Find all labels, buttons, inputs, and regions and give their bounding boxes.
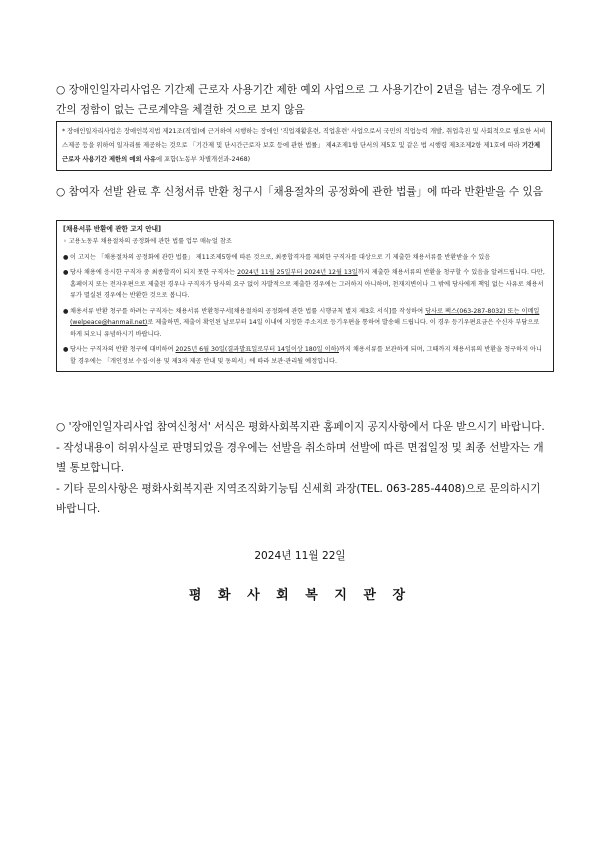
signer-name: 평 화 사 회 복 지 관 장 (188, 588, 412, 603)
bullet: ● (63, 253, 69, 261)
instruction-line: - 작성내용이 허위사실로 판명되었을 경우에는 선발을 취소하며 선발에 따른 면접일정 및 최종 선발자는 개별 통보합니다. (56, 441, 544, 474)
paragraph-sage-exception (56, 80, 550, 120)
notice-item (63, 267, 547, 302)
notice-reference: ◦ 고용노동부 채용절차의 공정화에 관한 법률 업무 매뉴얼 참조 (63, 238, 232, 245)
notice-title: [채용서류 반환에 관한 고지 안내] (63, 225, 162, 233)
footnote-text-end: 에 포함(노동부 차별개선과-2468) (155, 156, 251, 163)
notice-item-contact: 당사로 팩스(063-287-8032) 또는 이메일 (welpeace@hanmail.net) (70, 307, 540, 326)
notice-item-text: 채용서류 반환 청구를 하려는 구직자는 채용서류 반환청구서[채용절차의 공정화에 관한 법률 시행규칙 별지 제3호 서식]를 작성하여 (70, 307, 426, 315)
footnote-box (56, 121, 552, 171)
paragraph-return-documents (56, 182, 550, 202)
paragraph-instructions (56, 417, 550, 520)
bullet: ● (63, 307, 69, 315)
bullet: ○ (56, 186, 66, 198)
notice-item-underlined: 2024년 11월 25일부터 2024년 12월 13일 (237, 269, 358, 276)
footnote-text: 장애인일자리사업은 장애인복지법 제21조(직업)에 근거하여 시행하는 장애인 '직업재활훈련, 직업훈련' 사업으로서 국민의 직업능력 개발, 취업촉진 및 사회적으로 필요한 서비스제공 등을 위하여 일자리를 제공하는 것으로 「기간제 및 단시간근로자 보호 등에 관한 법률」 제4조제1항 단서의 제5호 및 같은 법 시행령 제3조제2항 제1호에 따라 (62, 128, 546, 149)
notice-box (56, 220, 554, 372)
notice-item-text: 당사 채용에 응시한 구직자 중 최종합격이 되지 못한 구직자는 (70, 269, 238, 276)
instruction-line: - 기타 문의사항은 평화사회복지관 지역조직화기능팀 신세희 과장(TEL. 063-285-4408)으로 문의하시기 바랍니다. (56, 482, 541, 515)
footnote-bullet: * (62, 128, 66, 135)
notice-item-text: 이 고지는 「채용절차의 공정화에 관한 법률」 제11조제5항에 따른 것으로, 최종합격자를 제외한 구직자를 대상으로 기 제출한 채용서류를 반환받을 수 있음 (70, 253, 491, 261)
notice-item (63, 344, 547, 367)
paragraph-text: 장애인일자리사업은 기간제 근로자 사용기간 제한 예외 사업으로 그 사용기간이 2년을 넘는 경우에도 기간의 정함이 없는 근로계약을 체결한 것으로 보지 않음 (56, 84, 546, 116)
bullet: ● (63, 346, 69, 353)
bullet: ○ (56, 84, 66, 96)
instruction-line: ○ '장애인일자리사업 참여신청서' 서식은 평화사회복지관 홈페이지 공지사항에서 다운 받으시기 바랍니다. (56, 421, 545, 433)
document-date: 2024년 11월 22일 (254, 550, 346, 562)
notice-item-text-end: 로 제출하면, 제출이 확인된 날로부터 14일 이내에 지정한 주소지로 등기우편을 통하여 발송해 드립니다. 이 경우 등기우편요금은 수신자 부담으로 하게 되오니 유념하시기 바랍니다. (70, 319, 540, 338)
notice-item (63, 252, 547, 264)
notice-item-text-end: 까지 채용서류를 보관하게 되며, 그때까지 채용서류의 반환을 청구하지 아니할 경우에는 「개인정보 수집·이용 및 제3자 제공 안내 및 동의서」에 따라 보관·관리될 예정입니다. (70, 346, 542, 365)
paragraph-text: 참여자 선발 완료 후 신청서류 반환 청구시「채용절차의 공정화에 관한 법률」에 따라 반환받을 수 있음 (68, 186, 543, 198)
bullet: ● (63, 269, 69, 276)
notice-item-text-end: 까지 제출한 채용서류의 반환을 청구할 수 있음을 알려드립니다. 다만, 홈페이지 또는 전자우편으로 제출된 경우나 구직자가 당사의 요구 없이 자발적으로 제출한 경우에는 그러하지 아니하며, 천재지변이나 그 밖에 당사에게 책임 없는 사유로 채용서류가 멸실된 경우에는 반환한 것으로 봅니다. (70, 269, 545, 299)
notice-item-underlined: 2025년 6월 30일(결과발표일로부터 14일이상 180일 이하) (175, 346, 339, 353)
notice-item (63, 306, 547, 341)
footnote-bold-text: 기간제 근로자 사용기간 제한의 예외 사유 (62, 142, 541, 163)
notice-item-text: 당사는 구직자의 반환 청구에 대비하여 (70, 346, 176, 353)
